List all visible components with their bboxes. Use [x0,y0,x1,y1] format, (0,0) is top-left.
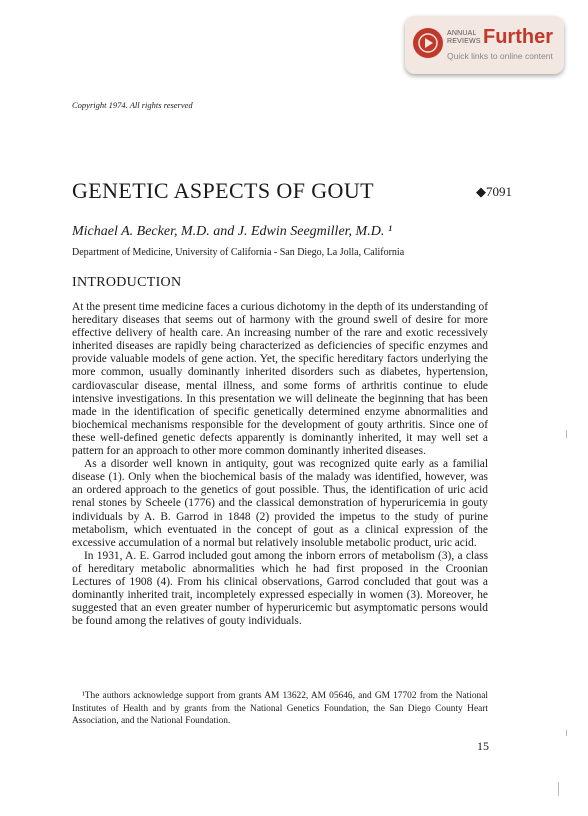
badge-line2: REVIEWS [447,38,481,45]
scan-mark [566,730,567,736]
article-code: ◆7091 [476,184,512,199]
scan-mark [558,782,559,796]
footnote: ¹The authors acknowledge support from grants AM 13622, AM 05646, and GM 17702 from the National Institutes of Health and by grants from the National Genetics Foundation, the San Diego County Heart Association, and the National Foundation. [72,691,488,727]
scan-mark [566,430,567,438]
article-body [72,301,488,628]
body-paragraph: In 1931, A. E. Garrod included gout among the inborn errors of metabolism (3), a class of hereditary metabolic abnormalities which he had first proposed in the Croonian Lectures of 1908 (4). From his clinical observations, Garrod concluded that gout was a dominantly inherited trait, incompletely expressed especially in women (3). Moreover, he suggested that an even greater number of hyperuricemic but asymptomatic persons would be found among the relatives of gouty individuals. [72,549,488,628]
article-title: GENETIC ASPECTS OF GOUT [72,178,374,203]
badge-subtitle: Quick links to online content [447,51,553,61]
badge-publisher-label [447,30,481,46]
article-authors: Michael A. Becker, M.D. and J. Edwin Seegmiller, M.D. ¹ [72,224,393,239]
annual-reviews-logo-icon [413,28,443,58]
badge-line1: ANNUAL [447,30,477,37]
page-number: 15 [477,739,489,753]
annual-reviews-further-badge[interactable] [405,16,564,74]
body-paragraph: At the present time medicine faces a curious dichotomy in the depth of its understanding of hereditary diseases that seems out of harmony with the ground swell of desire for more effective delivery of health care. An increasing number of the rare and exotic recessively inherited diseases are rapidly being characterized as deficiencies of specific enzymes and provide valuable models of gene action. Yet, the specific hereditary factors underlying the more common, usually dominantly inherited disorders such as diabetes, hypertension, cardiovascular disease, mental illness, and some forms of arthritis continue to elude intensive investigations. In this presentation we will delineate the beginning that has been made in the identification of specific genetically determined enzyme abnormalities and biochemical mechanisms responsible for the development of gouty arthritis. Since one of these well-defined genetic defects apparently is dominantly inherited, it may well set a pattern for an approach to other more common dominantly inherited diseases. [72,301,488,458]
copyright-notice: Copyright 1974. All rights reserved [72,100,193,110]
badge-further-label: Further [483,26,553,48]
body-paragraph: As a disorder well known in antiquity, gout was recognized quite early as a familial disease (1). Only when the biochemical basis of the malady was identified, however, was an ordered approach to the genetics of gout possible. Thus, the identification of uric acid renal stones by Scheele (1776) and the classical demonstration of hyperuricemia in gouty individuals by A. B. Garrod in 1848 (2) provided the impetus to the study of purine metabolism, which eventuated in the concept of gout as a clinical expression of the excessive accumulation of a normal but relatively insoluble metabolic product, uric acid. [72,458,488,549]
author-affiliation: Department of Medicine, University of California - San Diego, La Jolla, California [72,247,405,258]
section-heading: INTRODUCTION [72,275,182,290]
